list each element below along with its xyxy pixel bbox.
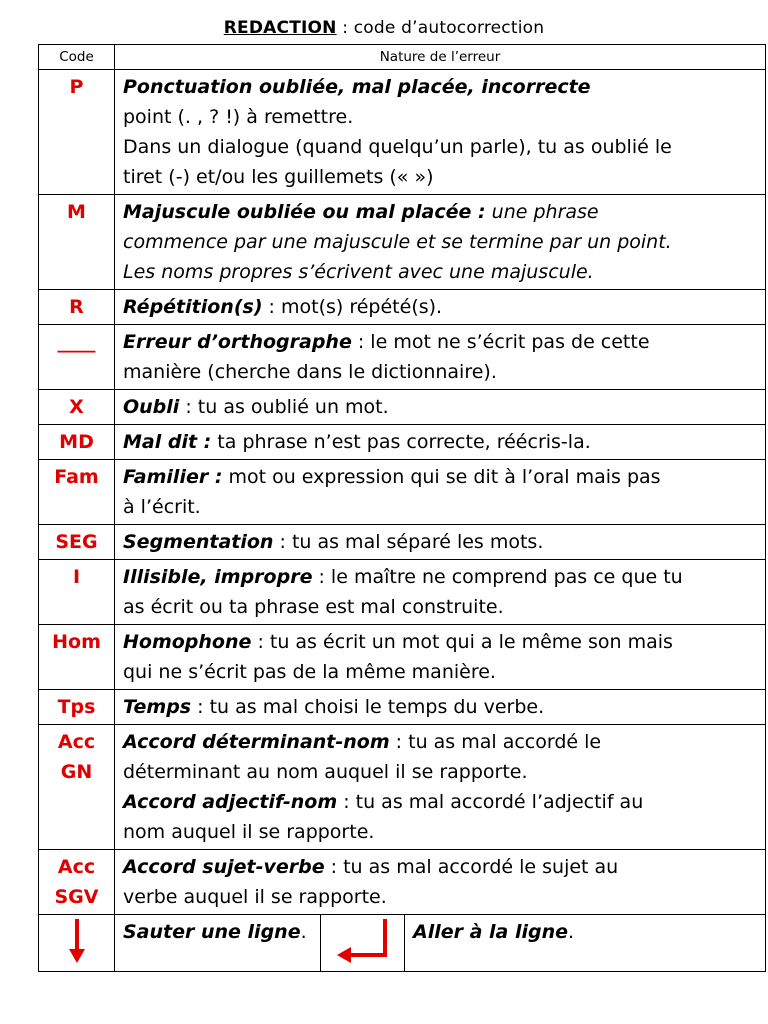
error-explanation: : tu as mal accordé l’adjectif au [337,791,644,813]
table-row [39,390,766,425]
table-row [39,525,766,560]
error-term: Répétition(s) [123,296,263,318]
correction-code-table [38,44,766,972]
description-line: tiret (-) et/ou les guillemets (« ») [123,166,434,188]
description-line: as écrit ou ta phrase est mal construite. [123,596,504,618]
skip-line-cell [115,915,321,972]
error-term: Segmentation [123,531,274,553]
description-first-line [123,197,757,227]
error-explanation: : le mot ne s’écrit pas de cette [351,331,650,353]
new-line-suffix: . [568,921,575,943]
error-code [39,325,115,390]
error-code-line: MD [59,431,94,453]
error-explanation: : tu as mal accordé le sujet au [324,856,619,878]
error-explanation: : tu as écrit un mot qui a le même son mais [251,631,673,653]
error-explanation: : mot(s) répété(s). [262,296,443,318]
error-code [39,390,115,425]
error-code-line: M [67,201,86,223]
table-row [39,460,766,525]
table-header-row [39,45,766,70]
error-code [39,725,115,850]
description-first-line [123,327,757,357]
skip-line-suffix: . [300,921,307,943]
description-first-line [123,427,757,457]
error-term: Ponctuation oubliée, mal placée, incorrecte [123,76,591,98]
error-code-line: GN [60,761,93,783]
error-code-line: Acc [57,731,96,753]
error-description [115,690,766,725]
error-explanation: : le maître ne comprend pas ce que tu [312,566,683,588]
description-line: qui ne s’écrit pas de la même manière. [123,661,496,683]
description-first-line [123,727,757,757]
error-code [39,290,115,325]
table-row [39,725,766,850]
header-code: Code [39,45,115,70]
table-row [39,290,766,325]
error-term: Accord adjectif-nom [123,791,338,813]
error-description [115,625,766,690]
table-row [39,195,766,290]
error-code-line: Acc [57,856,96,878]
error-explanation: : tu as mal séparé les mots. [273,531,544,553]
error-explanation: ta phrase n’est pas correcte, réécris-la. [211,431,591,453]
table-row [39,325,766,390]
description-line: point (. , ? !) à remettre. [123,106,354,128]
description-first-line [123,72,757,102]
error-code-line: SGV [54,886,99,908]
error-term: Accord déterminant-nom [123,731,390,753]
error-term: Temps [123,696,192,718]
table-row [39,850,766,915]
table-row [39,560,766,625]
error-explanation: mot ou expression qui se dit à l’oral mais pas [222,466,661,488]
description-first-line [123,462,757,492]
title-main: REDACTION [223,18,337,38]
error-description [115,560,766,625]
new-line-cell [405,915,766,972]
description-first-line [123,392,757,422]
error-term: Homophone [123,631,252,653]
error-term: Mal dit : [123,431,212,453]
table-row [39,425,766,460]
error-code [39,195,115,290]
return-arrow-cell [321,915,405,972]
error-code [39,625,115,690]
arrow-down-cell [39,915,115,972]
error-code-line: R [69,296,84,318]
header-nature: Nature de l’erreur [115,45,766,70]
description-second-term [123,787,757,817]
error-description [115,725,766,850]
error-code-line: Hom [52,631,101,653]
description-line: manière (cherche dans le dictionnaire). [123,361,497,383]
error-explanation: : tu as mal accordé le [389,731,602,753]
description-first-line [123,562,757,592]
return-arrow-icon [333,915,393,967]
error-description [115,195,766,290]
description-first-line [123,527,757,557]
error-code [39,460,115,525]
error-code-line: X [69,396,84,418]
error-term: Majuscule oubliée ou mal placée : [123,201,486,223]
error-description [115,460,766,525]
description-line: verbe auquel il se rapporte. [123,886,387,908]
table-row [39,70,766,195]
error-description [115,325,766,390]
error-code-line: Fam [54,466,99,488]
arrow-down-icon [57,915,97,967]
error-term: Oubli [123,396,180,418]
error-term: Familier : [123,466,223,488]
description-first-line [123,852,757,882]
error-code [39,690,115,725]
description-first-line [123,292,757,322]
description-line: à l’écrit. [123,496,201,518]
description-line: déterminant au nom auquel il se rapporte. [123,761,528,783]
description-line: nom auquel il se rapporte. [123,821,375,843]
error-code-line: SEG [55,531,98,553]
error-term: Illisible, impropre [123,566,313,588]
error-term: Erreur d’orthographe [123,331,352,353]
error-code [39,70,115,195]
page-title [0,18,768,38]
error-code-line: Tps [57,696,96,718]
error-explanation: une phrase [485,201,599,223]
description-first-line [123,627,757,657]
error-description [115,850,766,915]
error-explanation: : tu as oublié un mot. [179,396,389,418]
error-description [115,390,766,425]
error-code-line: I [72,566,81,588]
table-row [39,690,766,725]
description-first-line [123,692,757,722]
error-description [115,525,766,560]
error-description [115,290,766,325]
error-explanation: : tu as mal choisi le temps du verbe. [191,696,545,718]
error-code-line: P [69,76,84,98]
error-code-line: ____ [57,331,96,353]
error-code [39,525,115,560]
error-description [115,425,766,460]
description-line: Dans un dialogue (quand quelqu’un parle), tu as oublié le [123,136,672,158]
error-description [115,70,766,195]
table-row [39,625,766,690]
description-line: commence par une majuscule et se termine par un point. [123,231,672,253]
description-line: Les noms propres s’écrivent avec une majuscule. [123,261,594,283]
table-row-layout-markers [39,915,766,972]
skip-line-label: Sauter une ligne [123,921,301,943]
error-code [39,850,115,915]
error-code [39,560,115,625]
title-subtitle: : code d’autocorrection [336,18,545,38]
error-term: Accord sujet-verbe [123,856,325,878]
error-code [39,425,115,460]
new-line-label: Aller à la ligne [413,921,569,943]
